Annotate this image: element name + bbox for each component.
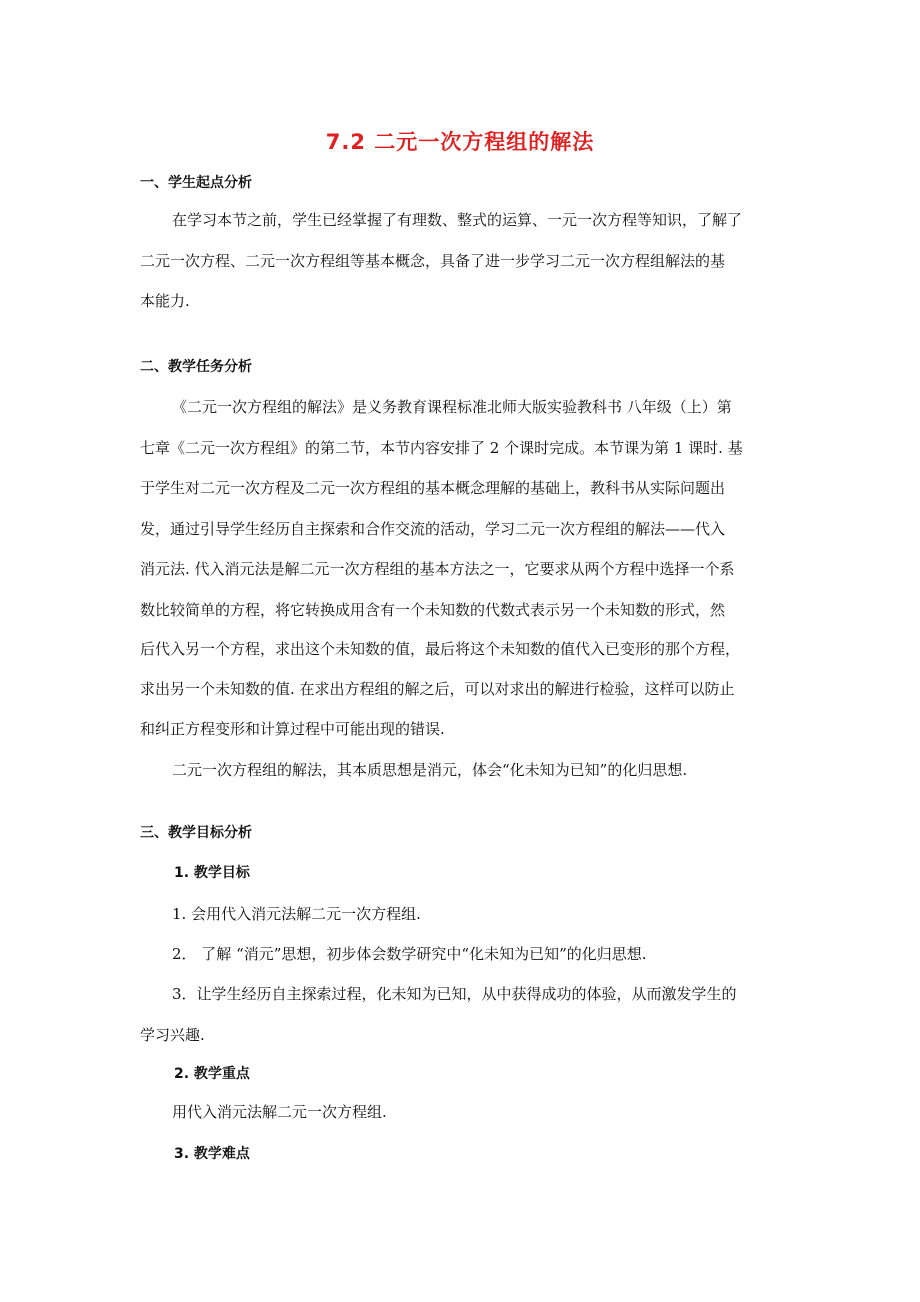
- goal-item-continuation: 学习兴趣.: [140, 1026, 205, 1044]
- subheading-difficulties: 3. 教学难点: [174, 1146, 250, 1162]
- subheading-key-points: 2. 教学重点: [174, 1066, 250, 1082]
- paragraph-line: 在学习本节之前，学生已经掌握了有理数、整式的运算、一元一次方程等知识，了解了: [172, 211, 743, 229]
- paragraph-line: 求出另一个未知数的值. 在求出方程组的解之后，可以对求出的解进行检验，这样可以防止: [140, 680, 735, 698]
- paragraph-line: 七章《二元一次方程组》的第二节，本节内容安排了 2 个课时完成。本节课为第 1 课时. 基: [140, 439, 743, 457]
- section-heading-task-analysis: 二、教学任务分析: [140, 359, 252, 375]
- section-heading-objectives: 三、教学目标分析: [140, 825, 252, 841]
- page-title: 7.2 二元一次方程组的解法: [325, 130, 595, 154]
- paragraph-line: 数比较简单的方程，将它转换成用含有一个未知数的代数式表示另一个未知数的形式，然: [140, 601, 726, 619]
- paragraph-line: 消元法. 代入消元法是解二元一次方程组的基本方法之一，它要求从两个方程中选择一个系: [140, 560, 735, 578]
- paragraph-line: 《二元一次方程组的解法》是义务教育课程标准北师大版实验教科书 八年级（上）第: [172, 398, 732, 416]
- goal-item: 2． 了解 “消元”思想，初步体会数学研究中“化未知为已知”的化归思想.: [172, 945, 647, 963]
- paragraph-line: 和纠正方程变形和计算过程中可能出现的错误.: [140, 720, 445, 738]
- subheading-teaching-goals: 1. 教学目标: [174, 865, 250, 881]
- goal-item: 1. 会用代入消元法解二元一次方程组.: [172, 905, 421, 923]
- paragraph-line: 于学生对二元一次方程及二元一次方程组的基本概念理解的基础上，教科书从实际问题出: [140, 479, 726, 497]
- paragraph-line: 二元一次方程、二元一次方程组等基本概念，具备了进一步学习二元一次方程组解法的基: [140, 252, 726, 270]
- paragraph-line: 发，通过引导学生经历自主探索和合作交流的活动，学习二元一次方程组的解法——代入: [140, 520, 726, 538]
- goal-item: 3．让学生经历自主探索过程，化未知为已知，从中获得成功的体验，从而激发学生的: [172, 985, 737, 1003]
- paragraph-line: 后代入另一个方程，求出这个未知数的值，最后将这个未知数的值代入已变形的那个方程，: [140, 640, 741, 658]
- key-point-text: 用代入消元法解二元一次方程组.: [172, 1103, 387, 1121]
- paragraph-line: 二元一次方程组的解法，其本质思想是消元，体会“化未知为已知”的化归思想.: [172, 761, 688, 779]
- paragraph-line: 本能力.: [140, 292, 190, 310]
- section-heading-student-analysis: 一、学生起点分析: [140, 175, 252, 191]
